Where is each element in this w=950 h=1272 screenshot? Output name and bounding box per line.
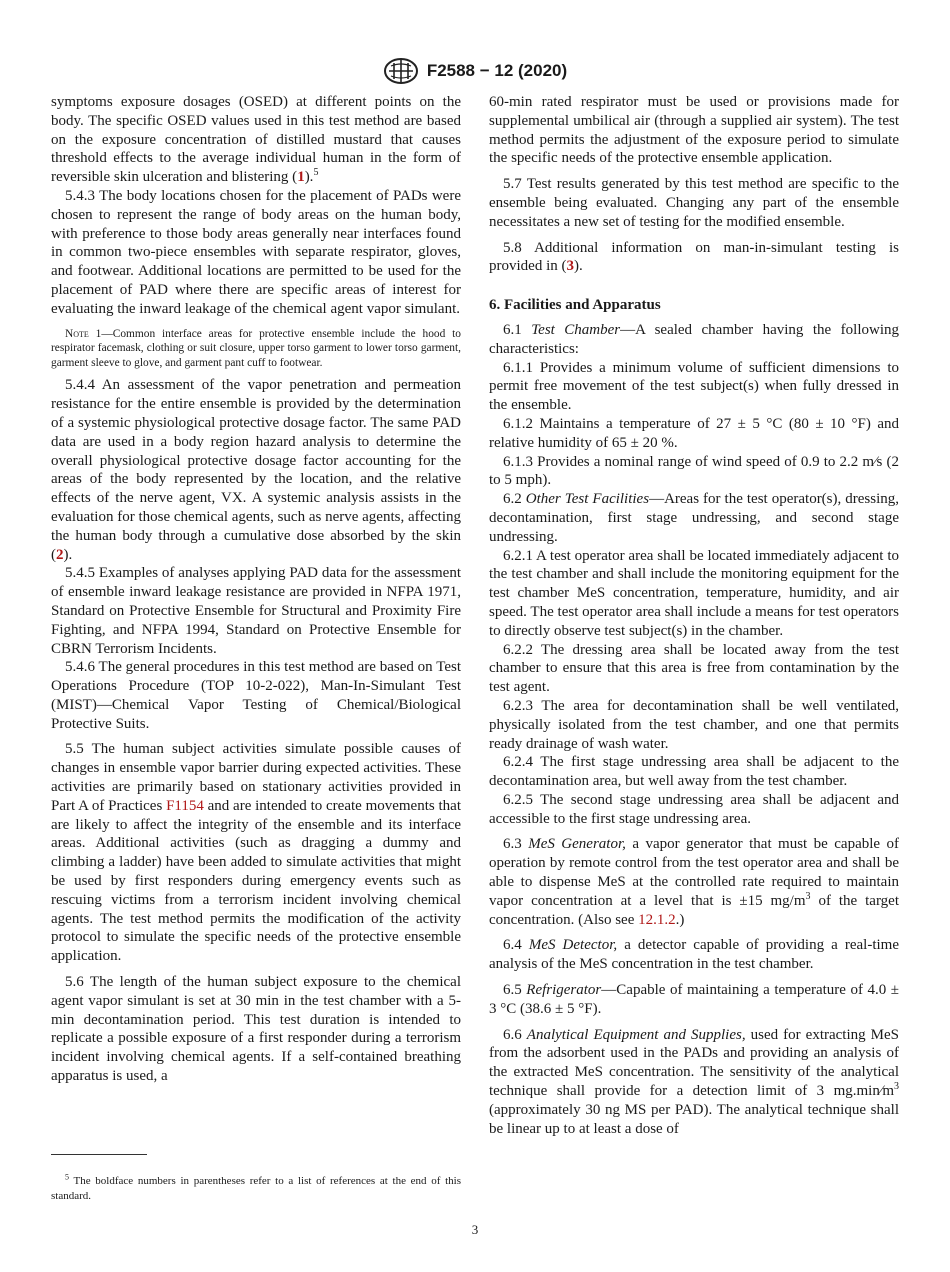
link-f1154[interactable]: F1154 [166,797,204,814]
paragraph-6-6: 6.6 Analytical Equipment and Supplies, used for extracting MeS from the adsorbent used in the PADs and providing an analysis of the extracted MeS concentration. The sensitivity of the analytical technique shall provide for a detection limit of 3 $mg.\min⁄m^3$ (approximately 30 ng MS per PAD). The analytical technique shall be linear up to at least a dose of [489,1026,900,1137]
paragraph-6-4: 6.4 MeS Detector, a detector capable of providing a real-time analysis of the MeS concentration in the test chamber. [489,937,899,973]
paragraph-6-2-2: 6.2.2 The dressing area shall be located away from the test chamber to ensure that this area is free from contamination by the test agent. [489,641,899,696]
footnote-divider [51,1154,147,1155]
paragraph-5-4-3: 5.4.3 The body locations chosen for the placement of PADs were chosen to represent the range of body areas on the human body, with preference to those body areas generally near interfaces found in common two-piece ensembles with separate respirator, gloves, and footwear. Additional locations are permitted to be used for the placement of PAD where there are specific areas of interest for evaluating the inward leakage of the chemical agent vapor simulant. [51,187,461,317]
paragraph-5-4-5: 5.4.5 Examples of analyses applying PAD data for the assessment of ensemble inward leakage resistance are provided in NFPA 1971, Standard on Protective Ensemble for Structural and Proximity Fire Fighting, and NFPA 1994, Standard on Protective Ensemble for CBRN Terrorism Incidents. [51,565,461,657]
paragraph-6-1-1: 6.1.1 Provides a minimum volume of sufficient dimensions to permit free movement of the test subject(s) when fully dressed in the ensemble. [489,359,899,414]
paragraph-5-6-continued: 60-min rated respirator must be used or provisions made for supplemental umbilical air (through a supplied air system). The test method permits the adjustment of the exposure period to simulate the specific needs of the protective ensemble application. [489,94,899,167]
note-label: Note 1 [65,327,102,340]
paragraph-6-5: 6.5 Refrigerator—Capable of maintaining a temperature of 4.0 ± 3 °C (38.6 ± 5 °F). [489,982,899,1017]
paragraph-6-2: 6.2 Other Test Facilities—Areas for the test operator(s), dressing, decontamination, first stage undressing, and second stage undressing. [489,491,900,545]
paragraph-5-4-4: 5.4.4 An assessment of the vapor penetration and permeation resistance for the entire ensemble is provided by the determination of a systemic physiological protective dosage factor. The same PAD data are used in a body region hazard analysis to determine the overall physiological protective dosage factor accounting for the areas of the body represented by the location, and the relative effects of the nerve agent, VX. A systemic analysis assists in the evaluation for those chemical agents, such as nerve agents, affecting the human body through a cumulative dose absorbed by the skin (2). [51,377,461,563]
paragraph-osed: symptoms exposure dosages (OSED) at different points on the body. The specific OSED values used in this test method are based on the exposure concentration of distilled mustard that causes threshold effects to the average individual human in the form of reversible skin ulceration and blistering (1).$^5$ [51,94,461,186]
paragraph-6-3: 6.3 MeS Generator, a vapor generator that must be capable of operation by remote control from the test operator area and shall be able to dispense MeS at the controlled rate required to maintain vapor concentration at a level that is ±15 $mg/m^3$ of the target concentration. (Also see 12.1.2.) [489,836,900,928]
paragraph-5-6: 5.6 The length of the human subject exposure to the chemical agent vapor simulant is set at 30 min in the test chamber with a 5-min decontamination period. This test duration is intended to replicate a possible exposure of a first responder during a terrorism incident involving chemical agents. If a self-contained breathing apparatus is used, a [51,974,461,1085]
paragraph-6-1-2: 6.1.2 Maintains a temperature of 27 ± 5 °C (80 ± 10 °F) and relative humidity of 65 ± 20 %. [489,415,899,451]
reference-link-2[interactable]: 2 [56,546,64,563]
link-12-1-2[interactable]: 12.1.2 [638,911,676,928]
paragraph-5-5: 5.5 The human subject activities simulate possible causes of changes in ensemble vapor barrier during expected activities. These activities are primarily based on stationary activities provided in Part A of Practices F1154 and are intended to create movements that are likely to affect the integrity of the ensemble and its interface areas. Additional activities (such as dragging a dummy and climbing a ladder) have been added to simulate activities that might be used by first responders during emergency events such as rescuing victims from a terrorism incident involving chemical agents. The test method permits the modification of the activity protocol to simulate the specific needs of the protective ensemble application. [51,741,461,965]
paragraph-5-7: 5.7 Test results generated by this test method are specific to the ensemble being evaluated. Changing any part of the ensemble necessitates a new set of testing for the modified ensemble. [489,176,899,230]
reference-link-1[interactable]: 1 [297,169,305,186]
paragraph-5-4-6: 5.4.6 The general procedures in this test method are based on Test Operations Procedure (TOP 10-2-022), Man-In-Simulant Test (MIST)—Chemical Vapor Testing of Chemical/Biological Protective Suits. [51,659,461,732]
footnote-marker[interactable]: 5 [313,167,319,179]
section-heading-6: 6. Facilities and Apparatus [489,297,661,314]
left-column [51,93,461,1086]
paragraph-6-2-1: 6.2.1 A test operator area shall be located immediately adjacent to the test chamber and shall include the monitoring equipment for the test chamber MeS concentration, temperature, humidity, and air speed. The test operator area shall include a means for test operators to directly observe test subject(s) in the chamber. [489,547,899,639]
footnote-5: $^5$ The boldface numbers in parentheses refer to a list of references at the end of this standard. [51,1172,461,1202]
paragraph-6-1-3: 6.1.3 Provides a nominal range of wind speed of 0.9 to 2.2 m⁄s (2 to 5 mph). [489,453,899,489]
page-number: 3 [471,1222,479,1237]
paragraph-6-2-5: 6.2.5 The second stage undressing area shall be adjacent and accessible to the first stage undressing area. [489,791,899,827]
paragraph-6-2-4: 6.2.4 The first stage undressing area shall be adjacent to the decontamination area, but well away from the test chamber. [489,754,899,790]
standard-designation: F2588 − 12 (2020) [426,61,568,80]
paragraph-5-8: 5.8 Additional information on man-in-simulant testing is provided in (3). [489,239,899,275]
astm-logo-icon [383,57,419,85]
paragraph-6-1: 6.1 Test Chamber—A sealed chamber having the following characteristics: [489,321,899,357]
note-1: Note 1—Common interface areas for protective ensemble include the hood to respirator facemask, clothing or suit closure, upper torso garment to lower torso garment, garment sleeve to glove, and garment pant cuff to footwear. [51,327,461,369]
right-column [489,93,899,1138]
reference-link-3[interactable]: 3 [566,258,574,275]
paragraph-6-2-3: 6.2.3 The area for decontamination shall be well ventilated, physically isolated from the test chamber, and one that permits ready drainage of wash water. [489,697,899,752]
page-header [0,56,950,86]
